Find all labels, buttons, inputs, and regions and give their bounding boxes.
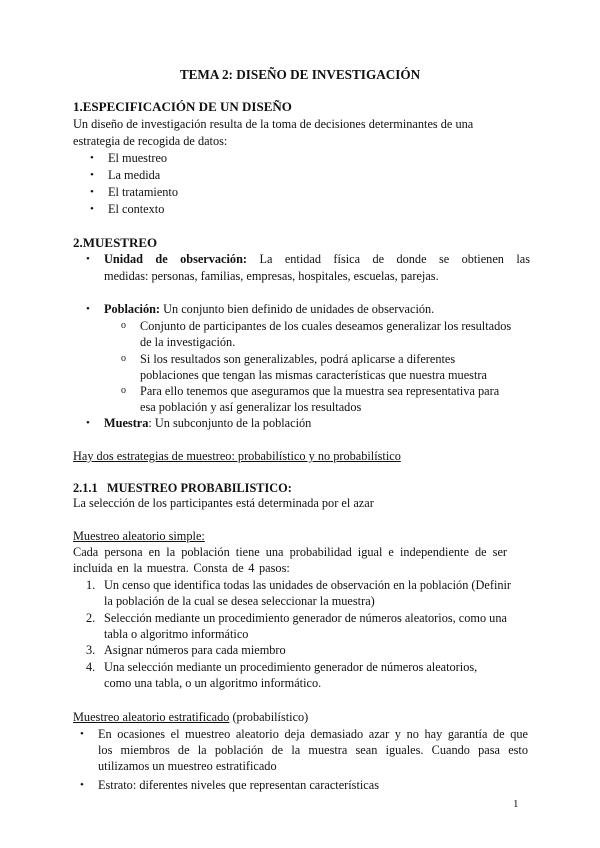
simple-line1: Cada persona en la población tiene una probabilidad igual e independiente de ser — [73, 545, 507, 559]
estratificado-heading-suffix: (probabilístico) — [229, 710, 309, 724]
section-1-heading: 1.ESPECIFICACIÓN DE UN DISEÑO — [73, 99, 292, 114]
step-3-line1: Asignar números para cada miembro — [104, 643, 286, 657]
step-number: 1. — [86, 578, 96, 592]
sub-item-2-line1: Si los resultados son generalizables, podrá aplicarse a diferentes — [140, 352, 456, 366]
simple-heading: Muestreo aleatorio simple: — [73, 529, 205, 543]
muestra-term: Muestra — [104, 416, 149, 430]
poblacion-definition: Un conjunto bien definido de unidades de observación. — [163, 302, 435, 316]
circle-bullet-icon: o — [121, 320, 126, 331]
step-1-line2: la población de la cual se desea seleccionar la muestra) — [104, 594, 375, 608]
page-title: TEMA 2: DISEÑO DE INVESTIGACIÓN — [179, 67, 421, 82]
list-item: El contexto — [108, 202, 165, 216]
strategies-note: Hay dos estrategias de muestreo: probabilístico y no probabilístico — [73, 449, 401, 463]
section-211-description: La selección de los participantes está determinada por el azar — [73, 496, 374, 510]
sub-item-3-line1: Para ello tenemos que aseguramos que la muestra sea representativa para — [140, 384, 500, 398]
estratificado-bullet-2: Estrato: diferentes niveles que representan características — [98, 778, 379, 792]
step-2-line1: Selección mediante un procedimiento generador de números aleatorios, como una — [104, 611, 507, 625]
page-number: 1 — [513, 798, 519, 810]
sub-item-2-line2: poblaciones que tengan las mismas características que nuestra muestra — [140, 368, 487, 382]
step-1-line1: Un censo que identifica todas las unidades de observación en la población (Definir — [104, 578, 512, 592]
bullet-icon: • — [90, 203, 94, 215]
bullet-icon: • — [80, 728, 84, 740]
unidad-term: Unidad de observación: — [104, 252, 248, 266]
estratificado-bullet-1-line2: los miembros de la población de la muestra sean iguales. Cuando pasa esto — [98, 743, 528, 757]
circle-bullet-icon: o — [121, 385, 126, 396]
step-2-line2: tabla o algoritmo informático — [104, 627, 249, 641]
step-number: 3. — [86, 643, 96, 657]
unidad-observacion-line2: medidas: personas, familias, empresas, hospitales, escuelas, parejas. — [104, 269, 439, 283]
bullet-icon: • — [90, 186, 94, 198]
step-number: 4. — [86, 660, 96, 674]
section-2-heading: 2.MUESTREO — [73, 235, 158, 250]
section-1-intro-line1: Un diseño de investigación resulta de la toma de decisiones determinantes de una — [73, 117, 474, 131]
unidad-observacion-line1 — [104, 251, 530, 267]
bullet-icon: • — [80, 779, 84, 791]
bullet-icon: • — [86, 303, 90, 315]
circle-bullet-icon: o — [121, 353, 126, 364]
unidad-definition: La entidad física de donde se obtienen las — [259, 252, 531, 266]
step-4-line1: Una selección mediante un procedimiento generador de números aleatorios, — [104, 660, 478, 674]
list-item: El muestreo — [108, 151, 168, 165]
estratificado-heading: Muestreo aleatorio estratificado — [73, 710, 230, 724]
muestra-definition: : Un subconjunto de la población — [148, 416, 312, 430]
estratificado-bullet-1-line1: En ocasiones el muestreo aleatorio deja demasiado azar y no hay garantía de que — [98, 727, 528, 741]
poblacion-line — [104, 301, 434, 317]
sub-item-3-line2: esa población y así generalizar los resultados — [140, 400, 362, 414]
step-4-line2: como una tabla, o un algoritmo informático. — [104, 676, 322, 690]
bullet-icon: • — [86, 417, 90, 429]
sub-item-1-line1: Conjunto de participantes de los cuales deseamos generalizar los resultados — [140, 319, 512, 333]
bullet-icon: • — [90, 152, 94, 164]
muestra-line — [104, 415, 311, 431]
sub-item-1-line2: de la investigación. — [140, 335, 236, 349]
poblacion-term: Población: — [104, 302, 161, 316]
section-211-heading: MUESTREO PROBABILISTICO: — [107, 481, 292, 495]
estratificado-bullet-1-line3: utilizamos un muestreo estratificado — [98, 759, 277, 773]
step-number: 2. — [86, 611, 96, 625]
list-item: El tratamiento — [108, 185, 178, 199]
bullet-icon: • — [86, 253, 90, 265]
estratificado-heading-line — [73, 709, 308, 725]
section-211-number: 2.1.1 — [73, 481, 98, 495]
list-item: La medida — [108, 168, 161, 182]
bullet-icon: • — [90, 169, 94, 181]
section-1-intro-line2: estrategia de recogida de datos: — [73, 134, 228, 148]
simple-line2: incluida en la muestra. Consta de 4 pasos: — [73, 561, 290, 575]
